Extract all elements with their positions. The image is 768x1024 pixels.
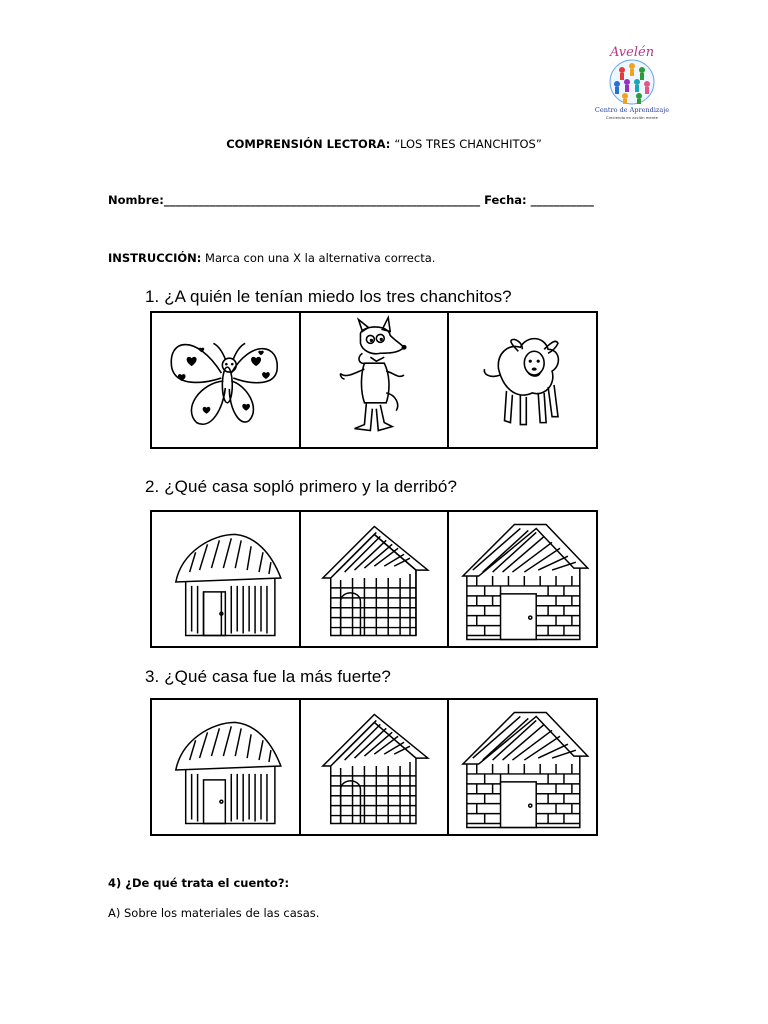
wolf-icon bbox=[301, 313, 448, 447]
question-2-options bbox=[150, 510, 598, 648]
nombre-field[interactable]: _______________________________________________________ bbox=[163, 193, 481, 207]
option-a[interactable]: A) Sobre los materiales de las casas. bbox=[108, 906, 320, 920]
option-cell[interactable] bbox=[449, 700, 596, 834]
wood-house-icon bbox=[301, 700, 448, 834]
butterfly-icon bbox=[152, 313, 299, 447]
instruction-text: Marca con una X la alternativa correcta. bbox=[201, 251, 436, 265]
straw-house-icon bbox=[152, 700, 299, 834]
option-cell[interactable] bbox=[152, 700, 301, 834]
nombre-label: Nombre: bbox=[108, 193, 164, 207]
name-date-row bbox=[108, 193, 594, 207]
worksheet-title bbox=[0, 137, 768, 151]
logo-name: Avelén bbox=[609, 45, 655, 60]
brick-house-icon bbox=[449, 700, 596, 834]
fecha-label: Fecha: bbox=[484, 193, 527, 207]
option-cell[interactable] bbox=[152, 512, 301, 646]
question-1-title: 1. ¿A quién le tenían miedo los tres chanchitos? bbox=[145, 287, 512, 306]
question-1-options bbox=[150, 311, 598, 449]
lamb-icon bbox=[449, 313, 596, 447]
option-cell[interactable] bbox=[301, 313, 450, 447]
logo-tagline: Creciendo en acción mente bbox=[606, 115, 658, 120]
instruction bbox=[108, 251, 435, 265]
question-3-options bbox=[150, 698, 598, 836]
option-cell[interactable] bbox=[152, 313, 301, 447]
title-story: “LOS TRES CHANCHITOS” bbox=[394, 137, 542, 151]
option-cell[interactable] bbox=[301, 512, 450, 646]
question-3-title: 3. ¿Qué casa fue la más fuerte? bbox=[145, 667, 391, 686]
straw-house-icon bbox=[152, 512, 299, 646]
title-prefix: COMPRENSIÓN LECTORA: bbox=[226, 137, 395, 151]
avelen-logo bbox=[592, 42, 672, 120]
brick-house-icon bbox=[449, 512, 596, 646]
fecha-field[interactable]: ___________ bbox=[530, 193, 594, 207]
instruction-label: INSTRUCCIÓN: bbox=[108, 251, 202, 265]
question-4 bbox=[108, 876, 289, 890]
q4-text: ¿De qué trata el cuento?: bbox=[121, 876, 290, 890]
option-cell[interactable] bbox=[449, 512, 596, 646]
logo-subtitle: Centro de Aprendizaje bbox=[594, 106, 670, 114]
question-2-title: 2. ¿Qué casa sopló primero y la derribó? bbox=[145, 477, 458, 496]
option-cell[interactable] bbox=[301, 700, 450, 834]
q4-number: 4) bbox=[108, 876, 122, 890]
option-cell[interactable] bbox=[449, 313, 596, 447]
wood-house-icon bbox=[301, 512, 448, 646]
